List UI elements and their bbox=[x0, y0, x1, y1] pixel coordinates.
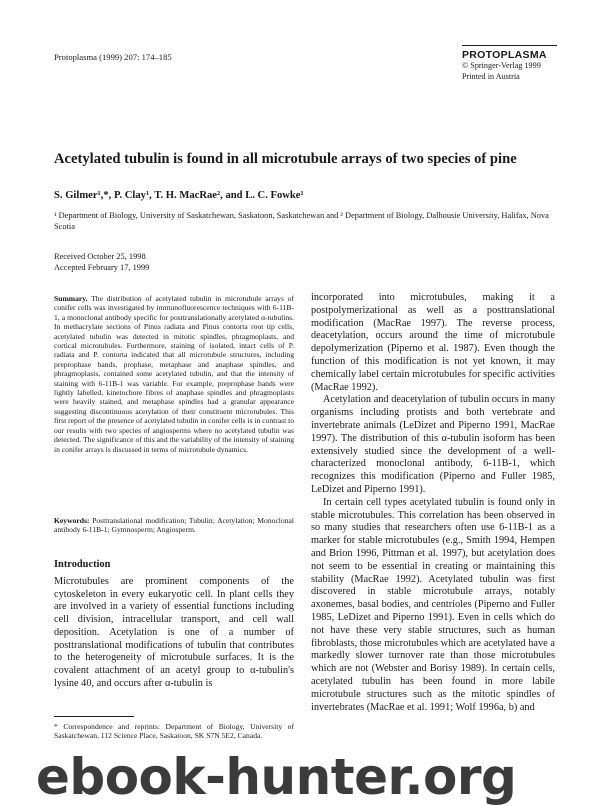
publisher-block bbox=[462, 45, 557, 82]
abstract bbox=[54, 294, 294, 454]
abstract-label: Summary. bbox=[54, 294, 88, 303]
introduction-text: Microtubules are prominent components of the cytoskeleton in every eukaryotic cell. In plant cells they are involved in a variety of essential functions including cell division, intracellular transport, and cell wall deposition. Acetylation is one of a number of posttranslational modifications of tubulin that contributes to the heterogeneity of microtubule surfaces. It is the covalent attachment of an acetyl group to α-tubulin's lysine 40, and occurs after α-tubulin is bbox=[54, 576, 294, 689]
abstract-text: The distribution of acetylated tubulin in microtubule arrays of conifer cells was investigated by immunofluorescence techniques with 6-11B-1, a monoclonal antibody specific for posttranslationally acetylated α-tubulins. In methacrylate sections of Pinus radiata and Pinus contorta root tip cells, acetylated tubulin was detected in mitotic spindles, phragmoplasts, and cortical microtubules. Furthermore, staining of isolated, intact cells of P. radiata and P. contorta indicated that all microtubule structures, including preprophase bands, prophase, metaphase and anaphase spindles, and phragmoplasts, contained some acetylated tubulin, and that the intensity of staining with 6-11B-1 was variable. For example, preprophase bands were lightly labelled, kinetochore fibres of anaphase spindles and phragmoplasts were heavily stained, and metaphase spindles had a granular appearance suggesting discontinuous acetylation of their constituent microtubules. This first report of the presence of acetylated tubulin in conifer cells is in contrast to our results with two species of angiosperms where no acetylated tubulin was detected. The significance of this and the variability of the intensity of staining in conifer arrays is discussed in terms of microtubule dynamics. bbox=[54, 294, 294, 454]
accepted-date: Accepted February 17, 1999 bbox=[54, 263, 150, 272]
journal-reference: Protoplasma (1999) 207: 174–185 bbox=[54, 52, 172, 62]
journal-name: PROTOPLASMA bbox=[462, 49, 547, 61]
affiliations: ¹ Department of Biology, University of Saskatchewan, Saskatoon, Saskatchewan and ² Department of Biology, Dalhousie University, Halifax, Nova Scotia bbox=[54, 211, 549, 231]
footnote-rule bbox=[54, 716, 134, 717]
keywords-label: Keywords: bbox=[54, 516, 90, 525]
copyright-line: © Springer-Verlag 1999 bbox=[462, 61, 541, 70]
paragraph-2: Acetylation and deacetylation of tubulin occurs in many organisms including protists and both vertebrate and invertebrate animals (LeDizet and Piperno 1991, MacRae 1997). The distribution of this α-tubulin isoform has been extensively studied since the development of a well-characterized monoclonal antibody, 6-11B-1, which recognizes this modification (Piperno and Fuller 1985, LeDizet and Piperno 1991). bbox=[311, 394, 555, 495]
received-date: Received October 25, 1998 bbox=[54, 252, 146, 261]
paragraph-1: incorporated into microtubules, making it a postpolymerizational as well as a posttranslational modification (MacRae 1997). The reverse process, deacetylation, occurs around the time of microtubule depolymerization (Piperno et al. 1987). Even though the function of this modification is not yet known, it may chemically label certain microtubules for specific activities (MacRae 1992). bbox=[311, 292, 555, 393]
paragraph-3: In certain cell types acetylated tubulin is found only in stable microtubules. This correlation has been observed in so many studies that researchers often use 6-11B-1 as a marker for stable microtubules (e.g., Smith 1994, Hempen and Brion 1996, Pittman et al. 1997), but acetylation does not seem to be essential in creating or maintaining this stability (MacRae 1992). Acetylated tubulin was first discovered in stable microtubule arrays, notably axonemes, basal bodies, and centrioles (Piperno and Fuller 1985, LeDizet and Piperno 1991). Even in cells which do not have these very stable structures, such as human fibroblasts, those microtubules which are acetylated have a markedly slower turnover rate than those microtubules which are not (Webster and Borisy 1989). In certain cells, acetylated tubulin has been found in more labile microtubule structures such as the mitotic spindles of invertebrates (MacRae et al. 1991; Wolf 1996a, b) and bbox=[311, 496, 555, 713]
watermark: ebook-hunter.org bbox=[36, 748, 517, 806]
publisher-rule bbox=[462, 45, 557, 46]
correspondence-footnote: * Correspondence and reprints: Department of Biology, University of Saskatchewan, 112 Science Place, Saskatoon, SK S7N 5E2, Canada. bbox=[54, 722, 294, 741]
introduction-heading: Introduction bbox=[54, 559, 111, 570]
keywords bbox=[54, 516, 294, 535]
printed-line: Printed in Austria bbox=[462, 71, 520, 81]
right-column bbox=[311, 292, 555, 714]
keywords-text: Posttranslational modification; Tubulin; Acetylation; Monoclonal antibody 6-11B-1; Gymnosperm; Angiosperm. bbox=[54, 516, 294, 535]
author-list: S. Gilmer¹,*, P. Clay¹, T. H. MacRae², and L. C. Fowke¹ bbox=[54, 190, 304, 201]
article-dates bbox=[54, 251, 149, 273]
article-title: Acetylated tubulin is found in all microtubule arrays of two species of pine bbox=[54, 151, 517, 167]
